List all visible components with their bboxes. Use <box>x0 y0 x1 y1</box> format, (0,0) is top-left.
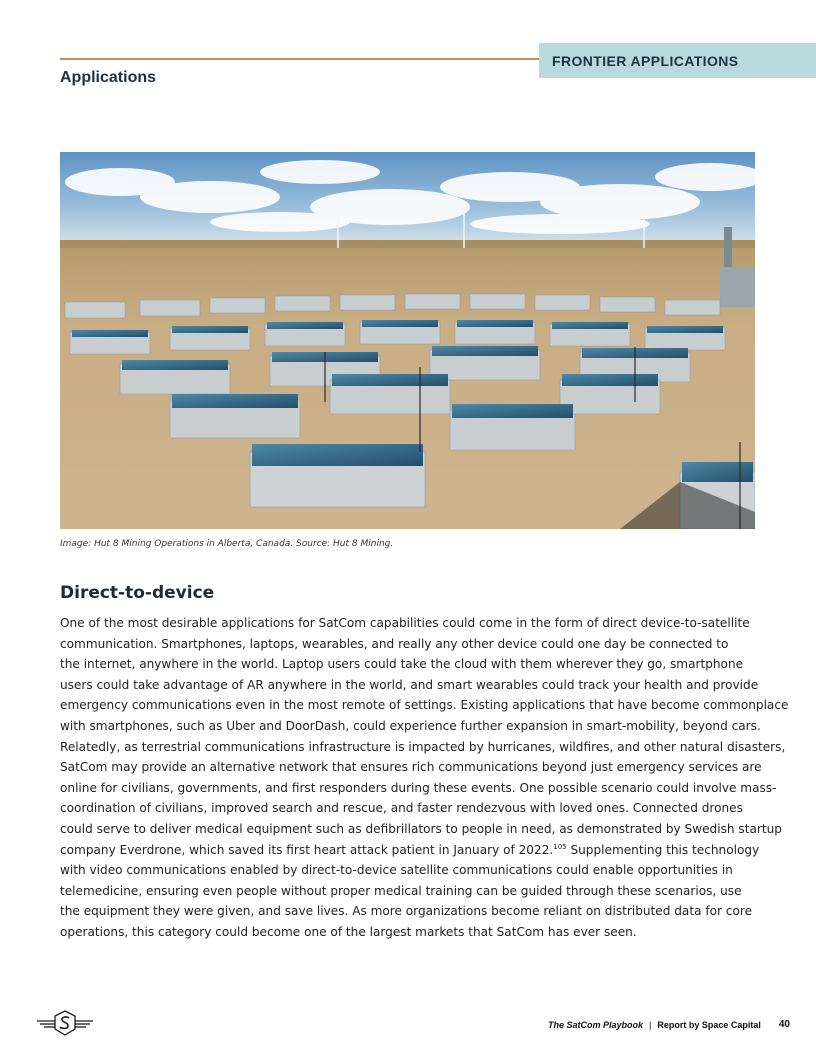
mining-operations-photo <box>60 152 755 529</box>
body-line-with-reference <box>60 840 762 861</box>
body-line: coordination of civilians, improved search and rescue, and faster rendezvous with loved ones. Connected drones <box>60 801 743 816</box>
body-line: users could take advantage of AR anywhere in the world, and smart wearables could track your health and provide <box>60 677 759 692</box>
body-line: emergency communications even in the most remote of settings. Existing applications that have become commonplace <box>60 698 789 713</box>
footnote-reference[interactable]: 105 <box>553 842 567 851</box>
body-line: the internet, anywhere in the world. Laptop users could take the cloud with them wherever they go, smartphone <box>60 657 744 672</box>
body-line: with smartphones, such as Uber and DoorDash, could experience further expansion in smart-mobility, beyond cars. <box>60 718 761 733</box>
report-credit: Report by Space Capital <box>657 1019 761 1030</box>
subsection-label: Applications <box>60 69 157 86</box>
body-line: online for civilians, governments, and first responders during these events. One possible scenario could involve mass- <box>60 780 777 795</box>
figure-caption: Image: Hut 8 Mining Operations in Alberta, Canada. Source: Hut 8 Mining. <box>60 539 394 549</box>
body-line: the equipment they were given, and save lives. As more organizations become reliant on distributed data for core <box>60 904 753 919</box>
body-line: operations, this category could become one of the largest markets that SatCom has ever seen. <box>60 924 637 939</box>
body-line: One of the most desirable applications for SatCom capabilities could come in the form of direct device-to-satellite <box>60 616 750 630</box>
body-line: Relatedly, as terrestrial communications infrastructure is impacted by hurricanes, wildfires, and other natural disasters, <box>60 739 786 754</box>
header-rule <box>60 58 540 60</box>
body-line: could serve to deliver medical equipment such as defibrillators to people in need, as demonstrated by Swedish startup <box>60 821 782 836</box>
body-line-text: Supplementing this technology <box>566 842 760 857</box>
space-capital-logo-icon <box>37 1010 93 1036</box>
body-line: communication. Smartphones, laptops, wearables, and really any other device could one day be connected to <box>60 636 729 651</box>
body-line: with video communications enabled by direct-to-device satellite communications could enable opportunities in <box>60 863 733 878</box>
section-heading: Direct-to-device <box>60 583 215 603</box>
page-footer <box>548 1019 790 1030</box>
body-line: SatCom may provide an alternative network that ensures rich communications beyond just emergency services are <box>60 760 762 775</box>
body-line: telemedicine, ensuring even people without proper medical training can be guided through these scenarios, use <box>60 883 742 898</box>
footer-separator: | <box>649 1019 652 1030</box>
body-line-text: company Everdrone, which saved its first heart attack patient in January of 2022. <box>60 842 554 857</box>
body-paragraph <box>60 613 789 943</box>
section-tab-label: FRONTIER APPLICATIONS <box>552 52 739 69</box>
publication-title: The SatCom Playbook <box>547 1019 643 1030</box>
section-tab <box>539 43 816 78</box>
page-number: 40 <box>778 1019 790 1030</box>
